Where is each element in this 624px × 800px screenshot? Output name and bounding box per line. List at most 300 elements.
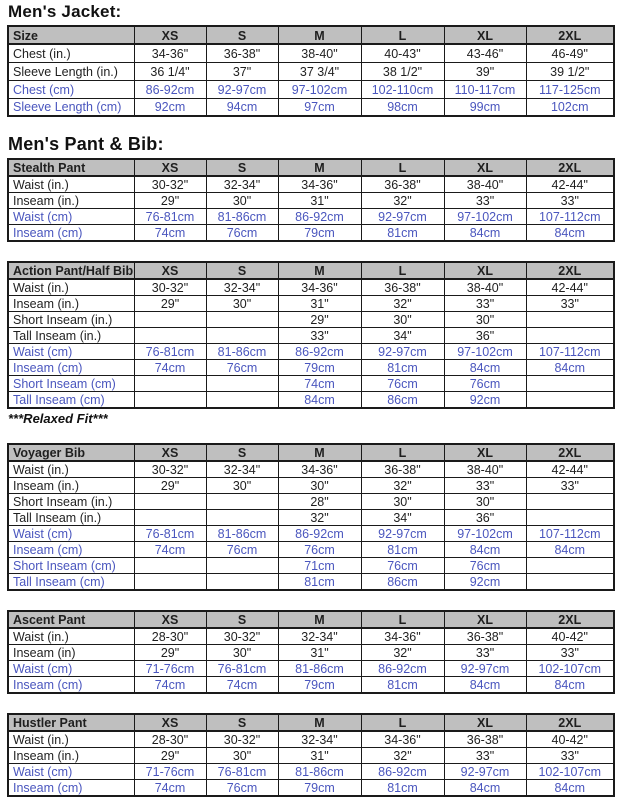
size-column-header: XL: [444, 159, 526, 176]
measurement-value: 30": [444, 312, 526, 328]
measurement-value: 74cm: [134, 360, 206, 376]
measurement-value: [526, 574, 614, 591]
table-title-cell: Stealth Pant: [8, 159, 134, 176]
relaxed-fit-note: ***Relaxed Fit***: [8, 411, 108, 426]
measurement-value: 33": [278, 328, 361, 344]
measurement-value: 36": [444, 510, 526, 526]
measurement-label: Waist (cm): [8, 209, 134, 225]
measurement-value: 32": [278, 510, 361, 526]
measurement-value: 76cm: [206, 225, 278, 242]
size-column-header: XL: [444, 26, 526, 44]
measurement-row: [8, 748, 614, 764]
measurement-value: 34-36": [278, 279, 361, 296]
table-header-row: [8, 444, 614, 461]
measurement-value: 84cm: [444, 360, 526, 376]
measurement-value: 34-36": [278, 176, 361, 193]
measurement-value: 71cm: [278, 558, 361, 574]
measurement-label: Inseam (cm): [8, 780, 134, 797]
measurement-value: [134, 574, 206, 591]
measurement-value: [134, 558, 206, 574]
measurement-value: 36 1/4": [134, 62, 206, 80]
measurement-value: 76-81cm: [134, 344, 206, 360]
measurement-value: 33": [444, 193, 526, 209]
measurement-value: 29": [134, 645, 206, 661]
measurement-value: 86-92cm: [278, 344, 361, 360]
measurement-value: 76cm: [206, 360, 278, 376]
measurement-value: 36-38": [361, 176, 444, 193]
measurement-value: 30": [444, 494, 526, 510]
measurement-value: 79cm: [278, 677, 361, 694]
measurement-value: 34": [361, 510, 444, 526]
size-column-header: L: [361, 444, 444, 461]
measurement-value: 97cm: [278, 98, 361, 116]
size-column-header: 2XL: [526, 714, 614, 731]
size-table-hustler-pant: [7, 713, 615, 797]
measurement-value: 30": [206, 748, 278, 764]
measurement-value: 76cm: [206, 780, 278, 797]
measurement-value: [206, 376, 278, 392]
measurement-value: 102-110cm: [361, 80, 444, 98]
measurement-value: 81-86cm: [206, 344, 278, 360]
measurement-value: 34-36": [134, 44, 206, 62]
measurement-label: Waist (cm): [8, 526, 134, 542]
measurement-value: [526, 494, 614, 510]
measurement-label: Short Inseam (in.): [8, 494, 134, 510]
measurement-value: 33": [444, 478, 526, 494]
measurement-value: [206, 558, 278, 574]
measurement-row: [8, 558, 614, 574]
measurement-row: [8, 225, 614, 242]
size-column-header: 2XL: [526, 26, 614, 44]
measurement-value: 84cm: [526, 542, 614, 558]
size-column-header: XS: [134, 26, 206, 44]
size-column-header: 2XL: [526, 444, 614, 461]
table-title-cell: Voyager Bib: [8, 444, 134, 461]
size-table-voyager-bib: [7, 443, 615, 591]
measurement-value: 86-92cm: [134, 80, 206, 98]
size-column-header: XS: [134, 714, 206, 731]
table-header-row: [8, 159, 614, 176]
measurement-value: 76-81cm: [134, 209, 206, 225]
measurement-value: 71-76cm: [134, 661, 206, 677]
measurement-row: [8, 677, 614, 694]
measurement-row: [8, 542, 614, 558]
measurement-value: 92-97cm: [206, 80, 278, 98]
measurement-value: 84cm: [526, 677, 614, 694]
size-column-header: 2XL: [526, 262, 614, 279]
measurement-value: 32-34": [206, 176, 278, 193]
measurement-value: [206, 392, 278, 409]
measurement-label: Inseam (cm): [8, 677, 134, 694]
measurement-value: 76cm: [361, 558, 444, 574]
measurement-value: 76cm: [444, 558, 526, 574]
measurement-value: 86cm: [361, 574, 444, 591]
size-column-header: XL: [444, 714, 526, 731]
measurement-value: [134, 510, 206, 526]
measurement-value: [134, 312, 206, 328]
measurement-value: 38-40": [278, 44, 361, 62]
measurement-value: 36-38": [444, 731, 526, 748]
measurement-value: 28-30": [134, 628, 206, 645]
measurement-value: 30-32": [134, 176, 206, 193]
measurement-value: 38 1/2": [361, 62, 444, 80]
size-column-header: L: [361, 159, 444, 176]
table-header-row: [8, 262, 614, 279]
measurement-value: 39": [444, 62, 526, 80]
measurement-value: 86cm: [361, 392, 444, 409]
measurement-value: 37": [206, 62, 278, 80]
measurement-value: 38-40": [444, 461, 526, 478]
measurement-value: 31": [278, 296, 361, 312]
measurement-value: 102-107cm: [526, 764, 614, 780]
table-title-cell: Size: [8, 26, 134, 44]
measurement-value: 76-81cm: [206, 764, 278, 780]
measurement-value: 33": [444, 645, 526, 661]
measurement-row: [8, 731, 614, 748]
size-column-header: L: [361, 714, 444, 731]
measurement-value: 33": [526, 296, 614, 312]
size-column-header: XS: [134, 159, 206, 176]
measurement-label: Tall Inseam (cm): [8, 574, 134, 591]
jacket-tables-container: [7, 25, 616, 117]
measurement-label: Waist (cm): [8, 661, 134, 677]
measurement-value: 39 1/2": [526, 62, 614, 80]
measurement-value: 84cm: [526, 225, 614, 242]
table-title-cell: Hustler Pant: [8, 714, 134, 731]
measurement-value: 29": [278, 312, 361, 328]
measurement-label: Waist (in.): [8, 461, 134, 478]
measurement-value: 30-32": [134, 461, 206, 478]
measurement-value: 32": [361, 193, 444, 209]
measurement-row: [8, 780, 614, 797]
measurement-value: [206, 312, 278, 328]
measurement-value: 84cm: [444, 542, 526, 558]
measurement-value: [134, 494, 206, 510]
size-column-header: 2XL: [526, 611, 614, 628]
measurement-value: 74cm: [134, 225, 206, 242]
measurement-value: 40-43": [361, 44, 444, 62]
size-column-header: L: [361, 611, 444, 628]
measurement-value: 30": [206, 193, 278, 209]
measurement-value: [526, 328, 614, 344]
measurement-value: 74cm: [206, 677, 278, 694]
measurement-value: 79cm: [278, 780, 361, 797]
measurement-value: 74cm: [278, 376, 361, 392]
measurement-value: 40-42": [526, 731, 614, 748]
size-column-header: M: [278, 611, 361, 628]
measurement-label: Inseam (cm): [8, 360, 134, 376]
size-table-ascent-pant: [7, 610, 615, 694]
measurement-value: 84cm: [526, 360, 614, 376]
size-column-header: M: [278, 159, 361, 176]
measurement-value: 34-36": [278, 461, 361, 478]
measurement-value: 92-97cm: [361, 526, 444, 542]
measurement-value: [526, 312, 614, 328]
measurement-value: 30-32": [206, 731, 278, 748]
measurement-value: 30": [361, 312, 444, 328]
measurement-value: 42-44": [526, 279, 614, 296]
measurement-value: 34-36": [361, 628, 444, 645]
measurement-value: 42-44": [526, 461, 614, 478]
measurement-value: 107-112cm: [526, 344, 614, 360]
measurement-value: 98cm: [361, 98, 444, 116]
measurement-value: [134, 392, 206, 409]
measurement-value: 94cm: [206, 98, 278, 116]
measurement-row: [8, 392, 614, 409]
measurement-value: [134, 376, 206, 392]
measurement-label: Short Inseam (cm): [8, 376, 134, 392]
measurement-value: 81-86cm: [206, 526, 278, 542]
measurement-value: 117-125cm: [526, 80, 614, 98]
measurement-label: Waist (in.): [8, 279, 134, 296]
measurement-value: 74cm: [134, 780, 206, 797]
measurement-value: [526, 392, 614, 409]
measurement-value: 92-97cm: [444, 764, 526, 780]
measurement-value: 76cm: [278, 542, 361, 558]
measurement-value: 71-76cm: [134, 764, 206, 780]
measurement-value: 32": [361, 296, 444, 312]
measurement-value: 81cm: [278, 574, 361, 591]
measurement-row: [8, 98, 614, 116]
measurement-row: [8, 80, 614, 98]
measurement-row: [8, 44, 614, 62]
measurement-row: [8, 661, 614, 677]
table-title-cell: Ascent Pant: [8, 611, 134, 628]
measurement-label: Sleeve Length (in.): [8, 62, 134, 80]
measurement-label: Inseam (cm): [8, 225, 134, 242]
measurement-value: 86-92cm: [361, 661, 444, 677]
size-column-header: M: [278, 444, 361, 461]
measurement-value: 92cm: [444, 574, 526, 591]
measurement-row: [8, 193, 614, 209]
measurement-value: 76cm: [361, 376, 444, 392]
measurement-value: 46-49": [526, 44, 614, 62]
size-column-header: S: [206, 444, 278, 461]
measurement-row: [8, 328, 614, 344]
size-column-header: 2XL: [526, 159, 614, 176]
measurement-value: 81cm: [361, 542, 444, 558]
measurement-value: 97-102cm: [444, 526, 526, 542]
measurement-value: 29": [134, 296, 206, 312]
measurement-row: [8, 645, 614, 661]
measurement-value: 30": [361, 494, 444, 510]
measurement-value: 86-92cm: [278, 526, 361, 542]
measurement-value: 84cm: [278, 392, 361, 409]
measurement-value: 32-34": [206, 461, 278, 478]
measurement-value: 43-46": [444, 44, 526, 62]
measurement-value: 33": [526, 645, 614, 661]
measurement-value: 32-34": [278, 731, 361, 748]
measurement-row: [8, 312, 614, 328]
measurement-value: 92-97cm: [444, 661, 526, 677]
measurement-label: Tall Inseam (in.): [8, 328, 134, 344]
measurement-value: 33": [526, 193, 614, 209]
measurement-value: 36-38": [444, 628, 526, 645]
measurement-value: 76-81cm: [134, 526, 206, 542]
measurement-value: 29": [134, 478, 206, 494]
measurement-row: [8, 764, 614, 780]
measurement-value: 84cm: [526, 780, 614, 797]
size-column-header: M: [278, 714, 361, 731]
measurement-value: 33": [444, 748, 526, 764]
measurement-label: Inseam (cm): [8, 542, 134, 558]
size-table-action-pant-half-bib: [7, 261, 615, 409]
measurement-label: Short Inseam (in.): [8, 312, 134, 328]
measurement-value: 79cm: [278, 360, 361, 376]
size-column-header: M: [278, 262, 361, 279]
measurement-value: 34": [361, 328, 444, 344]
measurement-row: [8, 461, 614, 478]
measurement-row: [8, 209, 614, 225]
size-column-header: XL: [444, 611, 526, 628]
measurement-value: 40-42": [526, 628, 614, 645]
table-header-row: [8, 611, 614, 628]
measurement-row: [8, 360, 614, 376]
measurement-value: 36": [444, 328, 526, 344]
measurement-value: 110-117cm: [444, 80, 526, 98]
measurement-value: 36-38": [206, 44, 278, 62]
measurement-value: 81-86cm: [278, 661, 361, 677]
measurement-row: [8, 344, 614, 360]
size-column-header: S: [206, 714, 278, 731]
size-column-header: L: [361, 262, 444, 279]
measurement-value: [134, 328, 206, 344]
measurement-value: [526, 376, 614, 392]
measurement-value: 30-32": [206, 628, 278, 645]
measurement-value: 76cm: [444, 376, 526, 392]
measurement-value: 28-30": [134, 731, 206, 748]
measurement-row: [8, 376, 614, 392]
measurement-value: 99cm: [444, 98, 526, 116]
measurement-value: 81cm: [361, 225, 444, 242]
measurement-value: 36-38": [361, 279, 444, 296]
measurement-value: 36-38": [361, 461, 444, 478]
measurement-value: 31": [278, 645, 361, 661]
measurement-row: [8, 279, 614, 296]
measurement-value: 37 3/4": [278, 62, 361, 80]
measurement-value: 32": [361, 748, 444, 764]
measurement-value: 107-112cm: [526, 526, 614, 542]
measurement-value: 33": [526, 478, 614, 494]
measurement-label: Waist (cm): [8, 764, 134, 780]
size-column-header: L: [361, 26, 444, 44]
measurement-value: 28": [278, 494, 361, 510]
measurement-value: [206, 328, 278, 344]
measurement-value: 38-40": [444, 176, 526, 193]
measurement-value: 81cm: [361, 360, 444, 376]
measurement-label: Chest (in.): [8, 44, 134, 62]
measurement-label: Tall Inseam (cm): [8, 392, 134, 409]
measurement-row: [8, 176, 614, 193]
measurement-label: Waist (in.): [8, 176, 134, 193]
measurement-value: 76-81cm: [206, 661, 278, 677]
measurement-value: 33": [444, 296, 526, 312]
measurement-label: Inseam (in.): [8, 748, 134, 764]
measurement-value: [526, 510, 614, 526]
size-column-header: XS: [134, 611, 206, 628]
measurement-label: Inseam (in): [8, 645, 134, 661]
measurement-value: 86-92cm: [361, 764, 444, 780]
size-column-header: S: [206, 611, 278, 628]
size-table-stealth-pant: [7, 158, 615, 242]
measurement-label: Waist (in.): [8, 628, 134, 645]
table-header-row: [8, 26, 614, 44]
measurement-value: 81cm: [361, 780, 444, 797]
measurement-value: 97-102cm: [444, 344, 526, 360]
measurement-value: 81-86cm: [278, 764, 361, 780]
measurement-value: 29": [134, 748, 206, 764]
measurement-value: 32-34": [278, 628, 361, 645]
measurement-value: 38-40": [444, 279, 526, 296]
measurement-row: [8, 296, 614, 312]
pant-bib-tables-container: [7, 158, 616, 797]
size-column-header: XL: [444, 444, 526, 461]
measurement-label: Chest (cm): [8, 80, 134, 98]
measurement-value: 97-102cm: [444, 209, 526, 225]
measurement-row: [8, 494, 614, 510]
size-column-header: XL: [444, 262, 526, 279]
measurement-value: 92-97cm: [361, 209, 444, 225]
measurement-value: 81-86cm: [206, 209, 278, 225]
measurement-value: 102-107cm: [526, 661, 614, 677]
measurement-value: 107-112cm: [526, 209, 614, 225]
measurement-value: 30": [206, 478, 278, 494]
section-heading-mens-pant-bib: Men's Pant & Bib:: [8, 134, 164, 154]
measurement-value: 34-36": [361, 731, 444, 748]
measurement-value: 31": [278, 748, 361, 764]
measurement-label: Waist (in.): [8, 731, 134, 748]
measurement-value: 84cm: [444, 677, 526, 694]
measurement-label: Inseam (in.): [8, 193, 134, 209]
measurement-value: 76cm: [206, 542, 278, 558]
measurement-value: 92cm: [444, 392, 526, 409]
measurement-row: [8, 62, 614, 80]
size-column-header: M: [278, 26, 361, 44]
measurement-value: 31": [278, 193, 361, 209]
size-column-header: S: [206, 26, 278, 44]
measurement-row: [8, 574, 614, 591]
measurement-value: [206, 494, 278, 510]
measurement-label: Inseam (in.): [8, 478, 134, 494]
measurement-value: 32": [361, 645, 444, 661]
section-heading-mens-jacket: Men's Jacket:: [8, 2, 122, 21]
measurement-value: 102cm: [526, 98, 614, 116]
table-title-cell: Action Pant/Half Bib: [8, 262, 134, 279]
measurement-value: 86-92cm: [278, 209, 361, 225]
measurement-value: 30": [278, 478, 361, 494]
measurement-label: Waist (cm): [8, 344, 134, 360]
size-column-header: S: [206, 262, 278, 279]
measurement-value: 92cm: [134, 98, 206, 116]
measurement-value: 97-102cm: [278, 80, 361, 98]
measurement-value: 29": [134, 193, 206, 209]
measurement-value: 79cm: [278, 225, 361, 242]
measurement-label: Sleeve Length (cm): [8, 98, 134, 116]
measurement-row: [8, 526, 614, 542]
measurement-value: 84cm: [444, 780, 526, 797]
measurement-value: [206, 574, 278, 591]
size-column-header: XS: [134, 262, 206, 279]
measurement-value: 92-97cm: [361, 344, 444, 360]
measurement-row: [8, 628, 614, 645]
measurement-row: [8, 478, 614, 494]
measurement-value: 30": [206, 296, 278, 312]
measurement-value: 42-44": [526, 176, 614, 193]
measurement-value: 30": [206, 645, 278, 661]
measurement-value: 74cm: [134, 542, 206, 558]
measurement-value: 33": [526, 748, 614, 764]
measurement-value: 30-32": [134, 279, 206, 296]
